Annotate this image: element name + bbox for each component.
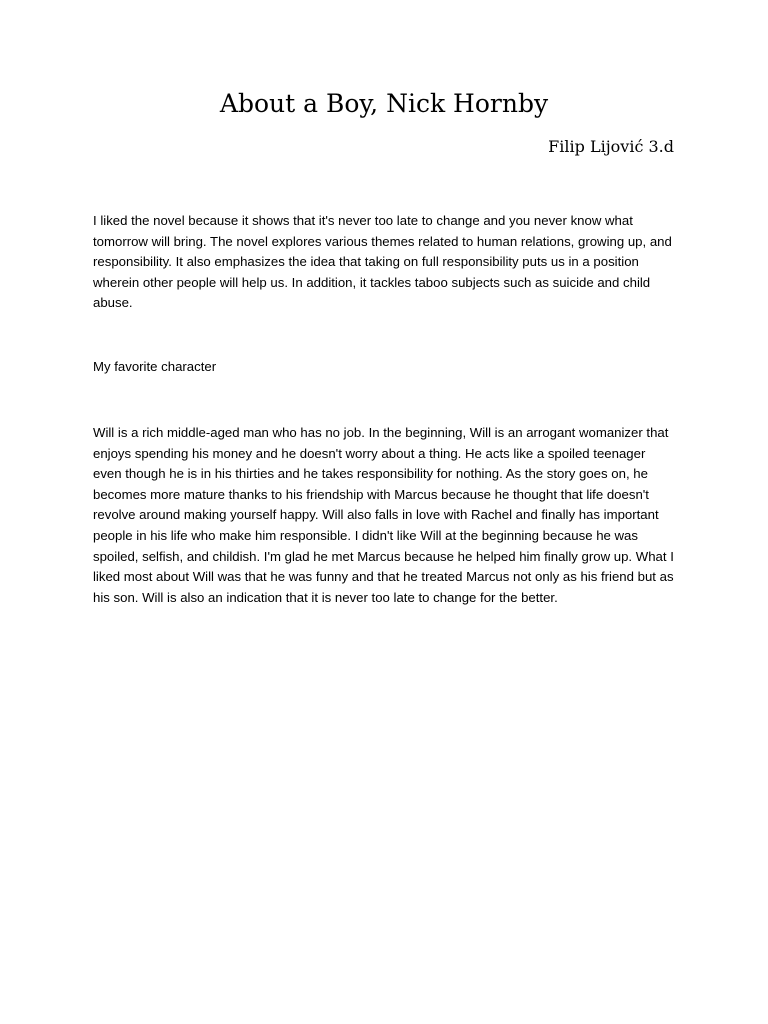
intro-paragraph: I liked the novel because it shows that it's never too late to change and you never know what tomorrow will bring. The novel explores various themes related to human relations, growing up, and responsibility. It also emphasizes the idea that taking on full responsibility puts us in a position wherein other people will help us. In addition, it tackles taboo subjects such as suicide and child abuse. [93,213,672,311]
character-paragraph: Will is a rich middle-aged man who has no job. In the beginning, Will is an arrogant womanizer that enjoys spending his money and he doesn't worry about a thing. He acts like a spoiled teenager even though he is in his thirties and he takes responsibility for nothing. As the story goes on, he becomes more mature thanks to his friendship with Marcus because he thought that life doesn't revolve around making yourself happy. Will also falls in love with Rachel and finally has important people in his life who make him responsible. I didn't like Will at the beginning because he was spoiled, selfish, and childish. I'm glad he met Marcus because he helped him finally grow up. What I liked most about Will was that he was funny and that he treated Marcus not only as his friend but as his son. Will is also an indication that it is never too late to change for the better. [93,425,674,605]
document-title: About a Boy, Nick Hornby [219,89,549,118]
section-heading: My favorite character [93,359,217,374]
author-line: Filip Lijović 3.d [548,137,674,156]
